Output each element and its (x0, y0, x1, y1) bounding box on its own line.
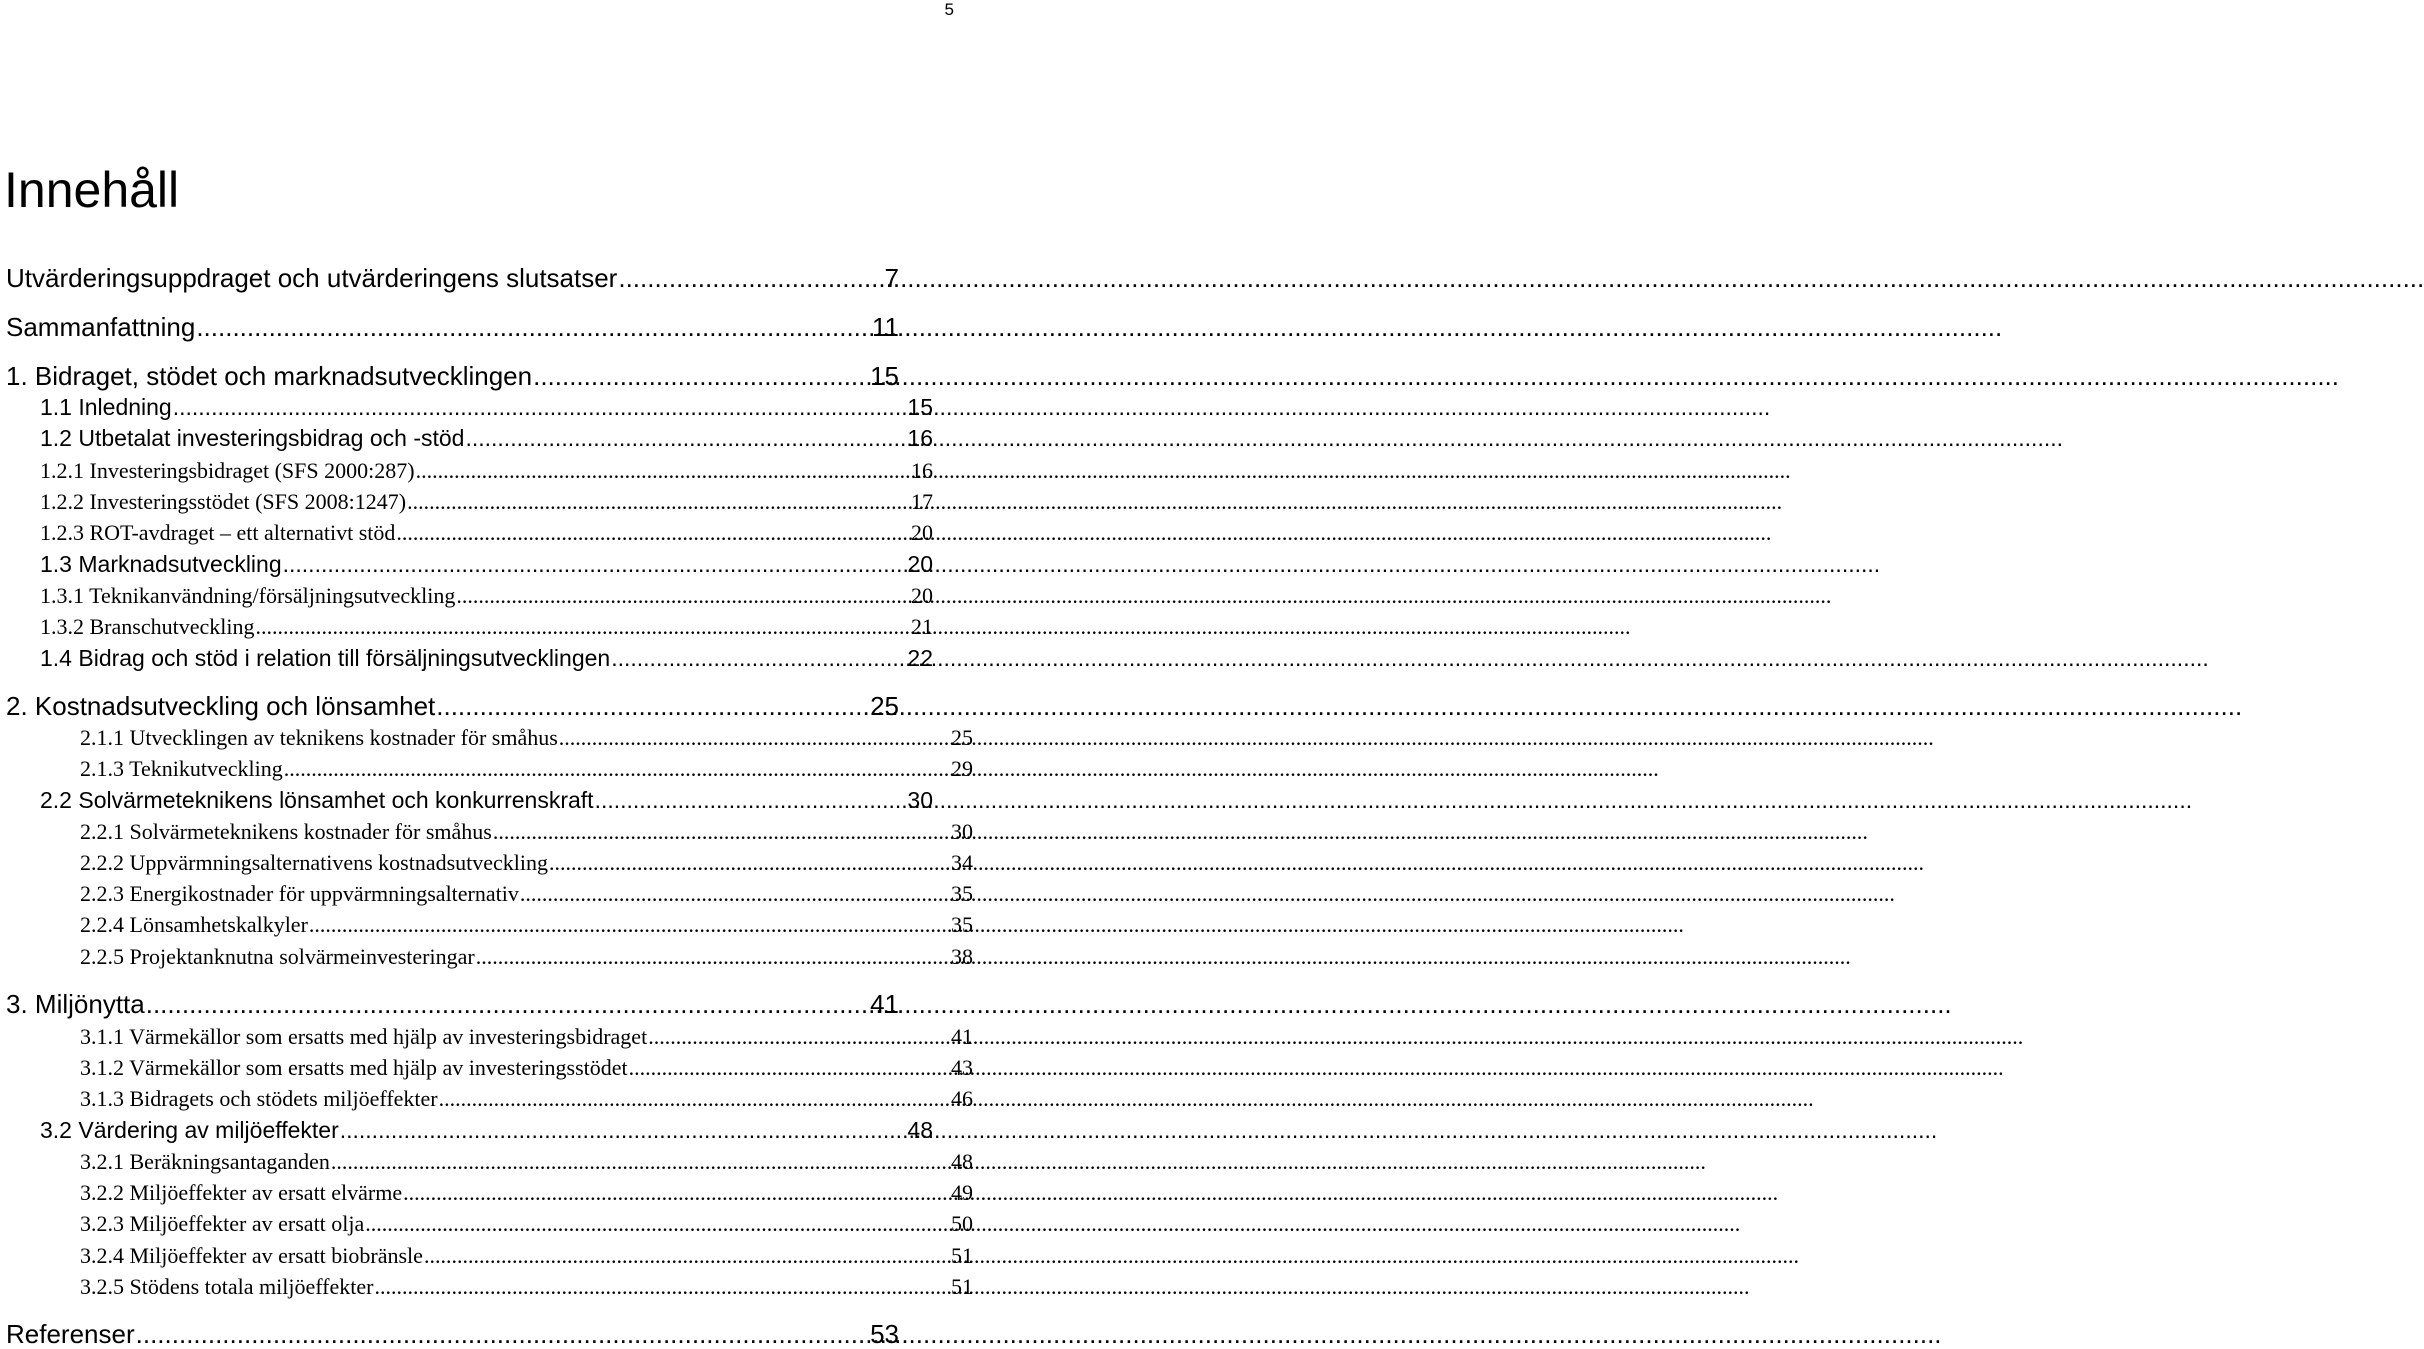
toc-entry[interactable] (0, 427, 933, 450)
toc-entry[interactable] (0, 883, 973, 905)
toc-entry[interactable] (0, 1151, 973, 1173)
toc-leader-dots (407, 491, 910, 513)
toc-entry[interactable] (0, 265, 899, 291)
toc-leader-dots (424, 1245, 950, 1267)
toc-entry-title: Referenser (6, 1319, 135, 1349)
toc-entry[interactable] (0, 1119, 933, 1142)
toc-entry-title: 1.3.2 Branschutveckling (40, 614, 255, 639)
toc-leader-dots (284, 758, 950, 780)
toc-leader-dots (648, 1026, 950, 1048)
toc-leader-dots (416, 460, 910, 482)
toc-entry-title: 1. Bidraget, stödet och marknadsutvecklingen (6, 361, 533, 391)
toc-leader-dots (283, 553, 907, 576)
toc-entry-title: 2.2.1 Solvärmeteknikens kostnader för småhus (80, 819, 492, 844)
toc-entry[interactable] (0, 758, 973, 780)
toc-entry[interactable] (0, 1245, 973, 1267)
page-number: 5 (944, 0, 954, 19)
toc-entry-title: 3.1.1 Värmekällor som ersatts med hjälp av investeringsbidraget (80, 1024, 648, 1049)
toc-leader-dots (611, 647, 906, 670)
toc-entry-page: 46 (951, 1086, 973, 1111)
toc-leader-dots (146, 991, 869, 1017)
toc-entry-title: 1.2.1 Investeringsbidraget (SFS 2000:287) (40, 458, 415, 483)
toc-entry-title: 3. Miljönytta (6, 989, 145, 1019)
toc-entry-title: 1.3 Marknadsutveckling (40, 551, 282, 577)
toc-leader-dots (559, 727, 950, 749)
toc-entry-page: 11 (872, 312, 899, 342)
toc-entry-title: 2.2.3 Energikostnader för uppvärmningsalternativ (80, 881, 519, 906)
toc-leader-dots (456, 585, 910, 607)
toc-leader-dots (403, 1182, 950, 1204)
toc-entry[interactable] (0, 991, 899, 1017)
toc-entry-page: 7 (884, 263, 899, 293)
toc-entry-title: 3.2.5 Stödens totala miljöeffekter (80, 1274, 374, 1299)
toc-entry-page: 29 (951, 756, 973, 781)
toc-entry-page: 41 (870, 989, 899, 1019)
toc-entry-title: 2.2.5 Projektanknutna solvärmeinvesteringar (80, 944, 475, 969)
toc-entry-page: 35 (951, 912, 973, 937)
toc-entry-page: 30 (951, 819, 973, 844)
toc-leader-dots (520, 883, 950, 905)
toc-entry[interactable] (0, 852, 973, 874)
toc-entry-page: 20 (907, 551, 933, 577)
toc-entry-page: 49 (951, 1180, 973, 1205)
toc-entry-title: 1.4 Bidrag och stöd i relation till försäljningsutvecklingen (40, 645, 611, 671)
toc-entry[interactable] (0, 789, 933, 812)
toc-entry-page: 16 (911, 458, 933, 483)
toc-leader-dots (136, 1321, 869, 1347)
toc-leader-dots (436, 693, 869, 719)
toc-entry-title: 2. Kostnadsutveckling och lönsamhet (6, 691, 436, 721)
toc-entry-page: 22 (907, 645, 933, 671)
toc-entry-page: 48 (907, 1117, 933, 1143)
toc-leader-dots (629, 1057, 950, 1079)
toc-entry-title: 2.1.3 Teknikutveckling (80, 756, 283, 781)
toc-entry[interactable] (0, 585, 933, 607)
toc-entry-page: 20 (911, 583, 933, 608)
toc-entry[interactable] (0, 1057, 973, 1079)
toc-leader-dots (476, 946, 950, 968)
toc-entry[interactable] (0, 647, 933, 670)
toc-entry-page: 43 (951, 1055, 973, 1080)
toc-entry-page: 16 (907, 425, 933, 451)
toc-entry-title: 1.2 Utbetalat investeringsbidrag och -stöd (40, 425, 465, 451)
toc-leader-dots (439, 1088, 950, 1110)
toc-entry-page: 20 (911, 520, 933, 545)
toc-leader-dots (618, 265, 883, 291)
toc-entry-page: 21 (911, 614, 933, 639)
toc-entry-page: 38 (951, 944, 973, 969)
toc-leader-dots (533, 363, 869, 389)
toc-entry[interactable] (0, 821, 973, 843)
toc-entry-page: 17 (911, 489, 933, 514)
toc-entry-title: Utvärderingsuppdraget och utvärderingens slutsatser (6, 263, 618, 293)
toc-entry-page: 35 (951, 881, 973, 906)
toc-entry[interactable] (0, 314, 899, 340)
toc-entry[interactable] (0, 914, 973, 936)
toc-leader-dots (396, 522, 910, 544)
toc-leader-dots (549, 852, 950, 874)
toc-entry[interactable] (0, 460, 933, 482)
toc-entry-page: 15 (870, 361, 899, 391)
toc-entry-title: 3.2 Värdering av miljöeffekter (40, 1117, 339, 1143)
toc-entry[interactable] (0, 693, 899, 719)
toc-entry-page: 51 (951, 1274, 973, 1299)
toc-leader-dots (493, 821, 950, 843)
toc-leader-dots (309, 914, 950, 936)
toc-entry[interactable] (0, 396, 933, 419)
toc-entry[interactable] (0, 363, 899, 389)
toc-entry-title: 3.1.3 Bidragets och stödets miljöeffekter (80, 1086, 438, 1111)
page-title: Innehåll (4, 162, 180, 218)
toc-entry-page: 53 (870, 1319, 899, 1349)
toc-entry-title: 3.2.4 Miljöeffekter av ersatt biobränsle (80, 1243, 423, 1268)
toc-entry[interactable] (0, 1276, 973, 1298)
toc-entry-title: 2.2.2 Uppvärmningsalternativens kostnadsutveckling (80, 850, 549, 875)
toc-leader-dots (465, 427, 906, 450)
toc-entry-page: 15 (907, 394, 933, 420)
toc-entry-title: 2.2.4 Lönsamhetskalkyler (80, 912, 308, 937)
toc-leader-dots (365, 1213, 950, 1235)
toc-entry-page: 34 (951, 850, 973, 875)
toc-entry[interactable] (0, 1088, 973, 1110)
toc-entry[interactable] (0, 1182, 973, 1204)
toc-entry-title: 1.3.1 Teknikanvändning/försäljningsutveckling (40, 583, 456, 608)
toc-entry[interactable] (0, 491, 933, 513)
toc-leader-dots (595, 789, 907, 812)
toc-leader-dots (331, 1151, 950, 1173)
toc-entry-page: 25 (951, 725, 973, 750)
toc-entry-title: 2.1.1 Utvecklingen av teknikens kostnader för småhus (80, 725, 558, 750)
toc-entry-title: 1.2.3 ROT-avdraget – ett alternativt stöd (40, 520, 396, 545)
toc-entry-page: 41 (951, 1024, 973, 1049)
toc-entry[interactable] (0, 727, 973, 749)
toc-leader-dots (173, 396, 907, 419)
toc-entry-page: 30 (907, 787, 933, 813)
toc-entry-title: Sammanfattning (6, 312, 196, 342)
toc-entry[interactable] (0, 1321, 899, 1347)
toc-entry[interactable] (0, 616, 933, 638)
toc-entry[interactable] (0, 522, 933, 544)
toc-leader-dots (196, 314, 871, 340)
toc-entry[interactable] (0, 1213, 973, 1235)
toc-entry-title: 3.1.2 Värmekällor som ersatts med hjälp av investeringsstödet (80, 1055, 628, 1080)
toc-entry[interactable] (0, 1026, 973, 1048)
toc-entry-page: 25 (870, 691, 899, 721)
toc-entry-title: 1.2.2 Investeringsstödet (SFS 2008:1247) (40, 489, 407, 514)
toc-entry-title: 2.2 Solvärmeteknikens lönsamhet och konkurrenskraft (40, 787, 594, 813)
toc-entry[interactable] (0, 946, 973, 968)
toc-entry-page: 48 (951, 1149, 973, 1174)
toc-entry-page: 50 (951, 1211, 973, 1236)
toc-leader-dots (374, 1276, 950, 1298)
toc-entry-title: 3.2.2 Miljöeffekter av ersatt elvärme (80, 1180, 403, 1205)
toc-leader-dots (255, 616, 910, 638)
toc-entry-title: 3.2.3 Miljöeffekter av ersatt olja (80, 1211, 365, 1236)
toc-entry-title: 3.2.1 Beräkningsantaganden (80, 1149, 330, 1174)
toc-entry-title: 1.1 Inledning (40, 394, 172, 420)
toc-entry-page: 51 (951, 1243, 973, 1268)
toc-leader-dots (340, 1119, 907, 1142)
toc-entry[interactable] (0, 553, 933, 576)
